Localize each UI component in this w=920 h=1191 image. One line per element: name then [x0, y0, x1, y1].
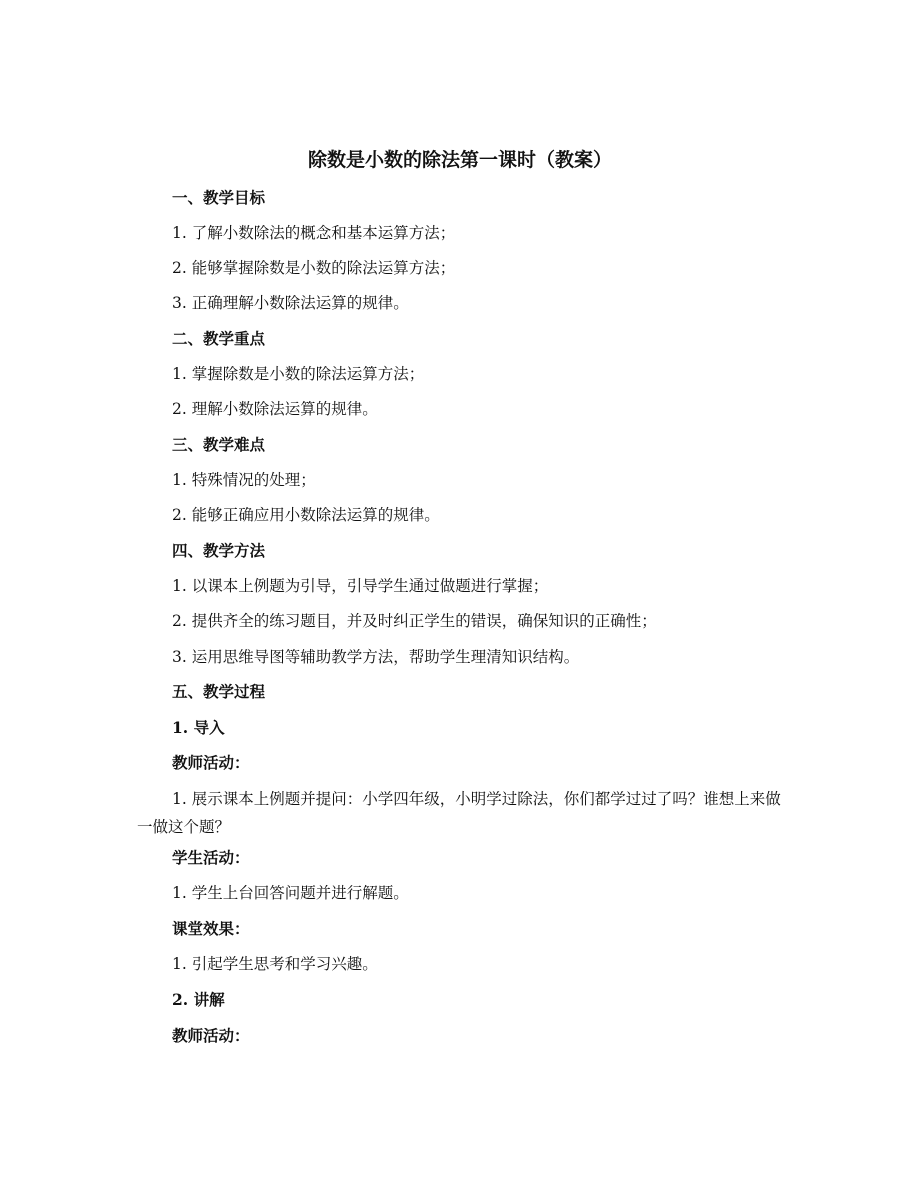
document-title: 除数是小数的除法第一课时（教案）: [307, 149, 612, 171]
method-item: 1. 以课本上例题为引导，引导学生通过做题进行掌握；: [172, 577, 549, 595]
teacher-activity-item: 1. 展示课本上例题并提问：小学四年级，小明学过除法，你们都学过过了吗？谁想上来做一做这个题？: [137, 790, 781, 836]
section-heading-objectives: 一、教学目标: [172, 188, 266, 207]
objective-item: 2. 能够掌握除数是小数的除法运算方法；: [172, 259, 456, 277]
difficulty-item: 1. 特殊情况的处理；: [172, 471, 316, 489]
subsection-heading-explanation: 2. 讲解: [172, 990, 225, 1009]
section-heading-difficulties: 三、教学难点: [172, 435, 266, 454]
method-item: 3. 运用思维导图等辅助教学方法，帮助学生理清知识结构。: [172, 648, 580, 666]
method-item: 2. 提供齐全的练习题目，并及时纠正学生的错误，确保知识的正确性；: [172, 612, 657, 630]
student-activity-item: 1. 学生上台回答问题并进行解题。: [172, 884, 409, 902]
teacher-activity-label: 教师活动：: [172, 1026, 250, 1045]
classroom-effect-label: 课堂效果：: [172, 919, 250, 938]
classroom-effect-item: 1. 引起学生思考和学习兴趣。: [172, 955, 378, 973]
subsection-heading-intro: 1. 导入: [172, 718, 225, 737]
section-heading-process: 五、教学过程: [172, 682, 266, 701]
objective-item: 3. 正确理解小数除法运算的规律。: [172, 294, 409, 312]
difficulty-item: 2. 能够正确应用小数除法运算的规律。: [172, 506, 440, 524]
section-heading-key-points: 二、教学重点: [172, 329, 266, 348]
teacher-activity-label: 教师活动：: [172, 753, 250, 772]
key-point-item: 2. 理解小数除法运算的规律。: [172, 400, 378, 418]
student-activity-label: 学生活动：: [172, 848, 250, 867]
objective-item: 1. 了解小数除法的概念和基本运算方法；: [172, 224, 456, 242]
section-heading-methods: 四、教学方法: [172, 541, 266, 560]
key-point-item: 1. 掌握除数是小数的除法运算方法；: [172, 365, 425, 383]
